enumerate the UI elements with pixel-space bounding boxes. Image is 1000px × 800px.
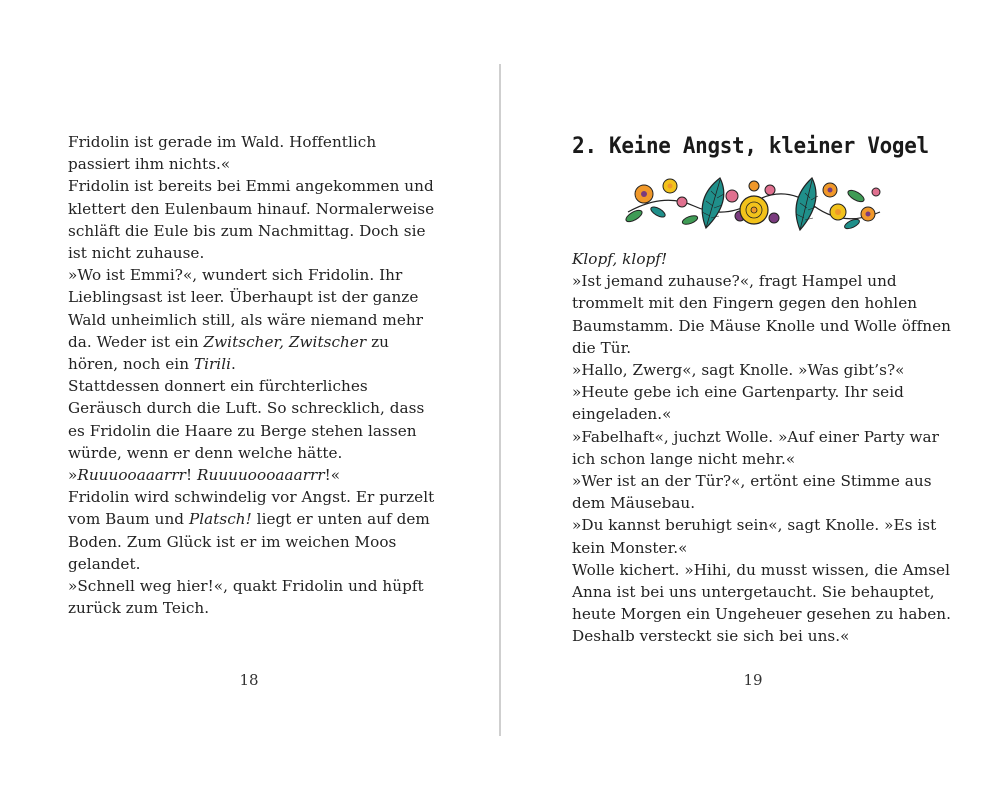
italic-text-run: Ruuuooaaarrr — [77, 466, 186, 485]
paragraph — [68, 464, 436, 486]
paragraph — [572, 359, 964, 381]
right-page — [501, 0, 1000, 800]
paragraph — [572, 426, 964, 470]
text-run: »Ist jemand zuhause?«, fragt Hampel und trommelt mit den Fingern gegen den hohlen Baumstamm. Die Mäuse Knolle und Wolle öffnen die Tür. — [572, 272, 951, 357]
text-run: »Schnell weg hier!«, quakt Fridolin und hüpft zurück zum Teich. — [68, 577, 424, 618]
italic-text-run: Klopf, klopf! — [572, 250, 668, 268]
chapter-title: 2. Keine Angst, kleiner Vogel — [572, 134, 929, 159]
right-page-number: 19 — [743, 671, 763, 689]
paragraph — [572, 270, 964, 359]
text-run: . — [231, 355, 236, 374]
text-run: »Hallo, Zwerg«, sagt Knolle. »Was gibt’s?« — [572, 361, 905, 380]
paragraph — [572, 514, 964, 558]
paragraph — [68, 375, 436, 464]
italic-text-run: Ruuuuoooaaarrr — [197, 466, 325, 485]
text-run: »Wo ist Emmi?«, wundert sich Fridolin. Ihr Lieblingsast ist leer. Überhaupt ist der ganze Wald unheimlich still, als wäre niemand mehr da. Weder ist ein — [68, 266, 424, 351]
text-run: Fridolin wird schwindelig vor Angst. Er purzelt vom Baum und — [68, 488, 435, 529]
paragraph — [572, 248, 964, 270]
right-page-text — [572, 248, 964, 648]
text-run: Fridolin ist bereits bei Emmi angekommen und klettert den Eulenbaum hinauf. Normalerweise schläft die Eule bis zum Nachmittag. Doch sie ist nicht zuhause. — [68, 177, 435, 263]
text-run: »Wer ist an der Tür?«, ertönt eine Stimme aus dem Mäusebau. — [572, 472, 932, 513]
left-page-text — [68, 131, 436, 619]
paragraph — [68, 131, 436, 175]
paragraph — [572, 381, 964, 425]
text-run: zu hören, noch ein — [68, 332, 389, 374]
left-page-number: 18 — [239, 671, 259, 689]
paragraph — [68, 264, 436, 375]
text-run: liegt er unten auf dem Boden. Zum Glück ist er im weichen Moos gelandet. — [68, 510, 430, 573]
italic-text-run: Platsch! — [188, 510, 252, 529]
paragraph — [68, 486, 436, 575]
text-run: » — [68, 466, 78, 485]
paragraph — [572, 470, 964, 514]
floral-ornament-icon — [624, 172, 884, 234]
paragraph — [68, 175, 436, 264]
italic-text-run: Tirili — [193, 355, 232, 374]
text-run: Wolle kichert. »Hihi, du musst wissen, die Amsel Anna ist bei uns untergetaucht. Sie behauptet, heute Morgen ein Ungeheuer gesehen zu haben. Deshalb versteckt sie sich bei uns.« — [572, 560, 951, 646]
left-flower-group — [624, 179, 699, 226]
text-run: Fridolin ist gerade im Wald. Hoffentlich passiert ihm nichts.« — [68, 133, 377, 174]
center-flower — [740, 181, 768, 224]
text-run: »Fabelhaft«, juchzt Wolle. »Auf einer Party war ich schon lange nicht mehr.« — [572, 427, 939, 468]
paragraph — [68, 575, 436, 619]
right-flower-group — [823, 183, 880, 231]
paragraph — [572, 559, 964, 648]
text-run: !« — [324, 466, 341, 485]
text-run: ! — [185, 466, 197, 485]
text-run: Stattdessen donnert ein fürchterliches Geräusch durch die Luft. So schrecklich, dass es Fridolin die Haare zu Berge stehen lassen würde, wenn er denn welche hätte. — [68, 377, 425, 462]
text-run: »Du kannst beruhigt sein«, sagt Knolle. »Es ist kein Monster.« — [572, 516, 937, 557]
text-run: »Heute gebe ich eine Gartenparty. Ihr seid eingeladen.« — [572, 383, 904, 424]
italic-text-run: Zwitscher, Zwitscher — [203, 332, 367, 351]
